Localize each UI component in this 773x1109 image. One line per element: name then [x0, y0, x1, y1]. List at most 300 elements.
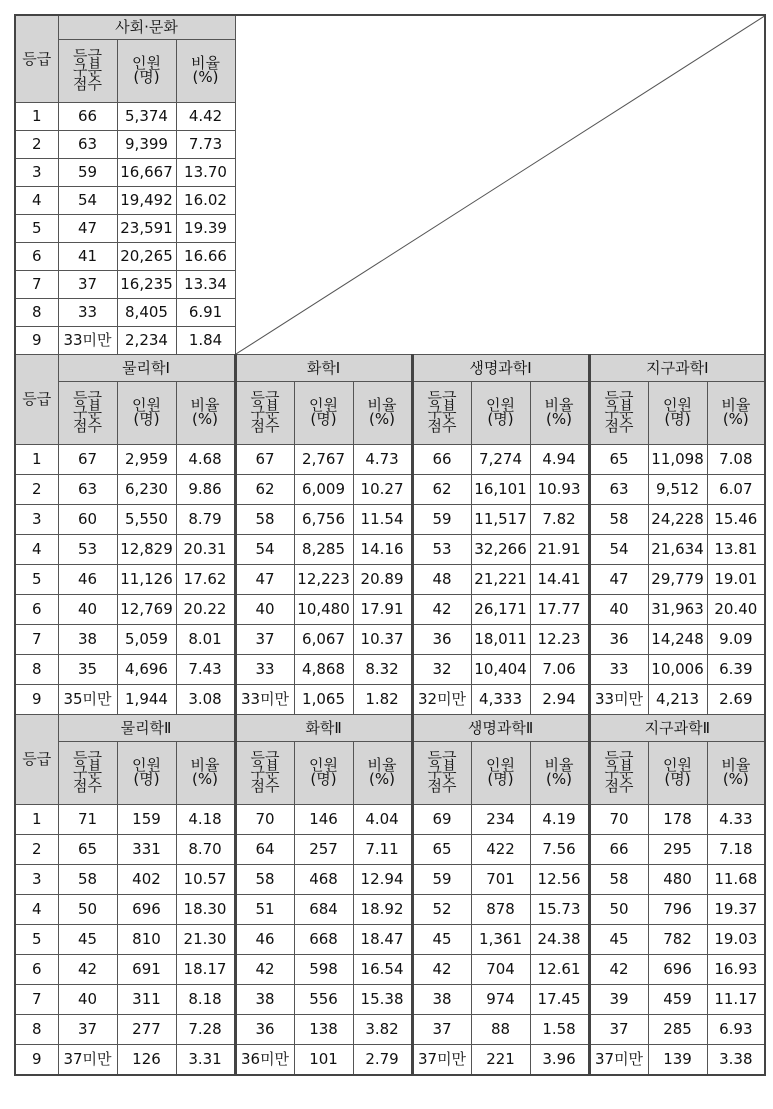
people-cell: 422 [471, 835, 530, 865]
people-cell: 7,274 [471, 445, 530, 475]
grade-cell: 9 [15, 685, 58, 715]
cut-score-header [58, 742, 117, 805]
people-cell: 10,404 [471, 655, 530, 685]
grade-cell: 8 [15, 1015, 58, 1045]
people-cell: 126 [117, 1045, 176, 1076]
people-cell: 20,265 [117, 243, 176, 271]
cut-score-cell: 71 [58, 805, 117, 835]
cut-score-cell: 54 [589, 535, 648, 565]
grade-header: 등급 [15, 15, 58, 103]
table-row [15, 625, 765, 655]
header-stack [604, 388, 634, 435]
people-cell: 6,756 [294, 505, 353, 535]
table-row [15, 655, 765, 685]
grade-cell: 1 [15, 445, 58, 475]
cut-score-cell: 33미만 [235, 685, 294, 715]
cut-score-cell: 59 [58, 159, 117, 187]
header-line: 등급 [604, 748, 634, 767]
people-cell: 11,126 [117, 565, 176, 595]
header-line: 등급 [427, 748, 457, 767]
ratio-cell: 7.56 [530, 835, 589, 865]
cut-score-cell: 36 [412, 625, 471, 655]
cut-score-cell: 37 [58, 271, 117, 299]
ratio-cell: 18.17 [176, 955, 235, 985]
ratio-cell: 13.81 [707, 535, 765, 565]
header-stack [250, 748, 280, 795]
table-row [15, 565, 765, 595]
people-cell: 221 [471, 1045, 530, 1076]
table-row [15, 1015, 765, 1045]
grade-cell: 2 [15, 131, 58, 159]
cut-score-cell: 58 [589, 505, 648, 535]
people-cell: 21,634 [648, 535, 707, 565]
header-line: 비율 [191, 53, 220, 72]
header-line: 비율 [367, 755, 397, 774]
ratio-header [176, 40, 235, 103]
ratio-cell: 20.22 [176, 595, 235, 625]
ratio-cell: 8.79 [176, 505, 235, 535]
people-cell: 1,944 [117, 685, 176, 715]
people-cell: 12,223 [294, 565, 353, 595]
subject-header: 화학Ⅱ [235, 715, 412, 742]
people-cell: 16,101 [471, 475, 530, 505]
people-cell: 2,234 [117, 327, 176, 355]
people-cell: 468 [294, 865, 353, 895]
ratio-cell: 7.08 [707, 445, 765, 475]
header-stack [721, 395, 751, 428]
ratio-cell: 9.09 [707, 625, 765, 655]
header-line: 점수 [427, 416, 457, 435]
people-cell: 9,512 [648, 475, 707, 505]
people-cell: 402 [117, 865, 176, 895]
cut-score-cell: 37 [235, 625, 294, 655]
ratio-cell: 10.93 [530, 475, 589, 505]
cut-score-cell: 59 [412, 865, 471, 895]
header-stack [250, 388, 280, 435]
header-line: 점수 [604, 776, 634, 795]
ratio-header [530, 382, 589, 445]
ratio-cell: 4.68 [176, 445, 235, 475]
people-header [294, 382, 353, 445]
table-row [15, 1045, 765, 1076]
people-cell: 178 [648, 805, 707, 835]
header-line: (명) [664, 769, 691, 788]
people-cell: 11,517 [471, 505, 530, 535]
science2-header-row [15, 742, 765, 805]
table-row [15, 445, 765, 475]
ratio-cell: 3.38 [707, 1045, 765, 1076]
header-stack [367, 755, 397, 788]
grade-cell: 3 [15, 505, 58, 535]
ratio-cell: 16.02 [176, 187, 235, 215]
ratio-cell: 6.91 [176, 299, 235, 327]
science1-title-row [15, 355, 765, 382]
ratio-cell: 20.89 [353, 565, 412, 595]
header-line: (명) [310, 769, 337, 788]
people-cell: 159 [117, 805, 176, 835]
header-line: (%) [722, 769, 749, 788]
header-line: 등급 [250, 748, 280, 767]
grade-header: 등급 [15, 355, 58, 445]
ratio-cell: 7.73 [176, 131, 235, 159]
people-cell: 878 [471, 895, 530, 925]
people-cell: 12,769 [117, 595, 176, 625]
header-stack [486, 755, 516, 788]
header-line: (명) [133, 67, 160, 86]
ratio-header [707, 742, 765, 805]
people-cell: 6,230 [117, 475, 176, 505]
header-stack [663, 395, 693, 428]
ratio-cell: 21.91 [530, 535, 589, 565]
header-line: 인원 [309, 755, 339, 774]
people-cell: 810 [117, 925, 176, 955]
header-stack [544, 395, 574, 428]
ratio-cell: 18.92 [353, 895, 412, 925]
ratio-cell: 17.45 [530, 985, 589, 1015]
ratio-cell: 15.46 [707, 505, 765, 535]
ratio-cell: 16.66 [176, 243, 235, 271]
ratio-cell: 20.40 [707, 595, 765, 625]
people-cell: 480 [648, 865, 707, 895]
header-line: 점수 [250, 416, 280, 435]
people-cell: 24,228 [648, 505, 707, 535]
people-cell: 277 [117, 1015, 176, 1045]
ratio-cell: 7.28 [176, 1015, 235, 1045]
people-cell: 234 [471, 805, 530, 835]
cut-score-cell: 53 [58, 535, 117, 565]
header-line: 점수 [604, 416, 634, 435]
ratio-cell: 6.07 [707, 475, 765, 505]
people-cell: 11,098 [648, 445, 707, 475]
header-stack [73, 388, 102, 435]
ratio-cell: 10.37 [353, 625, 412, 655]
cut-score-cell: 40 [589, 595, 648, 625]
cut-score-cell: 69 [412, 805, 471, 835]
people-cell: 146 [294, 805, 353, 835]
grade-cell: 2 [15, 835, 58, 865]
header-line: 인원 [486, 395, 516, 414]
cut-score-cell: 66 [589, 835, 648, 865]
cut-score-cell: 47 [58, 215, 117, 243]
people-cell: 5,059 [117, 625, 176, 655]
people-cell: 691 [117, 955, 176, 985]
social-title-row [15, 15, 765, 40]
grade-cell: 7 [15, 985, 58, 1015]
header-stack [427, 388, 457, 435]
people-cell: 4,696 [117, 655, 176, 685]
science2-title-row [15, 715, 765, 742]
cut-score-cell: 45 [589, 925, 648, 955]
cut-score-cell: 67 [235, 445, 294, 475]
cut-score-cell: 70 [235, 805, 294, 835]
header-line: 인원 [663, 755, 693, 774]
ratio-cell: 7.43 [176, 655, 235, 685]
grade-cell: 6 [15, 955, 58, 985]
ratio-cell: 13.70 [176, 159, 235, 187]
people-cell: 139 [648, 1045, 707, 1076]
header-stack [721, 755, 751, 788]
cut-score-cell: 36 [235, 1015, 294, 1045]
people-cell: 21,221 [471, 565, 530, 595]
people-header [294, 742, 353, 805]
grade-cell: 9 [15, 327, 58, 355]
header-line: 구분 [604, 762, 634, 781]
subject-header: 물리학Ⅱ [58, 715, 235, 742]
cut-score-cell: 38 [412, 985, 471, 1015]
header-line: 구분 [427, 762, 457, 781]
grade-cell: 5 [15, 925, 58, 955]
cut-score-cell: 67 [58, 445, 117, 475]
cut-score-header [58, 382, 117, 445]
ratio-cell: 6.39 [707, 655, 765, 685]
ratio-header [707, 382, 765, 445]
header-stack [73, 748, 102, 795]
cut-score-cell: 35 [58, 655, 117, 685]
people-header [117, 40, 176, 103]
ratio-cell: 7.82 [530, 505, 589, 535]
people-header [648, 742, 707, 805]
people-cell: 704 [471, 955, 530, 985]
header-stack [190, 395, 220, 428]
header-stack [132, 755, 161, 788]
header-stack [132, 53, 161, 86]
header-line: (%) [546, 409, 572, 428]
header-line: (%) [192, 409, 218, 428]
cut-score-cell: 63 [58, 131, 117, 159]
table-row [15, 595, 765, 625]
ratio-cell: 11.54 [353, 505, 412, 535]
people-cell: 23,591 [117, 215, 176, 243]
cut-score-cell: 33 [58, 299, 117, 327]
grade-cell: 3 [15, 865, 58, 895]
table-row [15, 925, 765, 955]
grade-cell: 5 [15, 215, 58, 243]
header-line: 인원 [486, 755, 516, 774]
header-line: (명) [487, 409, 514, 428]
ratio-cell: 24.38 [530, 925, 589, 955]
ratio-cell: 8.70 [176, 835, 235, 865]
cut-score-cell: 42 [235, 955, 294, 985]
people-cell: 285 [648, 1015, 707, 1045]
grade-cell: 4 [15, 895, 58, 925]
cut-score-cell: 36 [589, 625, 648, 655]
people-cell: 14,248 [648, 625, 707, 655]
cut-score-cell: 33 [235, 655, 294, 685]
people-cell: 668 [294, 925, 353, 955]
cut-score-cell: 40 [235, 595, 294, 625]
people-cell: 459 [648, 985, 707, 1015]
header-line: 구분 [604, 402, 634, 421]
header-line: 인원 [132, 755, 161, 774]
grade-cell: 2 [15, 475, 58, 505]
people-cell: 26,171 [471, 595, 530, 625]
header-stack [663, 755, 693, 788]
ratio-cell: 19.37 [707, 895, 765, 925]
subject-header: 화학Ⅰ [235, 355, 412, 382]
people-header [471, 742, 530, 805]
cut-score-cell: 37 [589, 1015, 648, 1045]
cut-score-cell: 35미만 [58, 685, 117, 715]
ratio-cell: 10.27 [353, 475, 412, 505]
ratio-cell: 2.79 [353, 1045, 412, 1076]
header-line: 점수 [73, 416, 102, 435]
ratio-cell: 4.73 [353, 445, 412, 475]
header-line: (명) [133, 769, 160, 788]
cut-score-cell: 65 [589, 445, 648, 475]
cut-score-cell: 40 [58, 595, 117, 625]
table-row [15, 475, 765, 505]
people-cell: 331 [117, 835, 176, 865]
grade-cell: 6 [15, 595, 58, 625]
people-cell: 16,235 [117, 271, 176, 299]
ratio-cell: 1.84 [176, 327, 235, 355]
header-stack [190, 755, 220, 788]
ratio-cell: 12.23 [530, 625, 589, 655]
ratio-cell: 8.32 [353, 655, 412, 685]
ratio-cell: 21.30 [176, 925, 235, 955]
header-line: 점수 [427, 776, 457, 795]
header-line: 비율 [721, 755, 751, 774]
people-cell: 684 [294, 895, 353, 925]
ratio-header [176, 742, 235, 805]
cut-score-cell: 64 [235, 835, 294, 865]
diagonal-line [236, 16, 765, 354]
people-cell: 2,767 [294, 445, 353, 475]
header-line: (%) [722, 409, 749, 428]
header-line: 구분 [427, 402, 457, 421]
subject-header: 생명과학Ⅰ [412, 355, 589, 382]
ratio-cell: 7.06 [530, 655, 589, 685]
header-line: 점수 [73, 74, 102, 93]
header-stack [367, 395, 397, 428]
people-cell: 4,213 [648, 685, 707, 715]
cut-score-cell: 48 [412, 565, 471, 595]
people-cell: 5,374 [117, 103, 176, 131]
cut-score-header [235, 382, 294, 445]
people-cell: 138 [294, 1015, 353, 1045]
header-line: 비율 [367, 395, 397, 414]
ratio-cell: 2.94 [530, 685, 589, 715]
ratio-cell: 12.56 [530, 865, 589, 895]
ratio-cell: 4.18 [176, 805, 235, 835]
cut-score-cell: 62 [235, 475, 294, 505]
people-cell: 9,399 [117, 131, 176, 159]
cut-score-cell: 65 [412, 835, 471, 865]
header-line: 등급 [73, 748, 102, 767]
cut-score-cell: 40 [58, 985, 117, 1015]
table-row [15, 985, 765, 1015]
people-cell: 696 [648, 955, 707, 985]
header-line: 점수 [250, 776, 280, 795]
table-row [15, 805, 765, 835]
cut-score-cell: 33 [589, 655, 648, 685]
cut-score-header [589, 742, 648, 805]
header-line: 등급 [73, 388, 102, 407]
ratio-cell: 3.31 [176, 1045, 235, 1076]
subject-header: 생명과학Ⅱ [412, 715, 589, 742]
people-cell: 4,868 [294, 655, 353, 685]
grade-cell: 7 [15, 625, 58, 655]
people-cell: 19,492 [117, 187, 176, 215]
cut-score-cell: 63 [589, 475, 648, 505]
cut-score-cell: 65 [58, 835, 117, 865]
people-header [117, 742, 176, 805]
cut-score-cell: 45 [58, 925, 117, 955]
header-stack [486, 395, 516, 428]
cut-score-cell: 37 [58, 1015, 117, 1045]
people-header [471, 382, 530, 445]
header-stack [132, 395, 161, 428]
people-cell: 4,333 [471, 685, 530, 715]
cut-score-cell: 33미만 [58, 327, 117, 355]
cut-score-cell: 58 [235, 505, 294, 535]
people-cell: 12,829 [117, 535, 176, 565]
people-header [648, 382, 707, 445]
ratio-cell: 12.61 [530, 955, 589, 985]
header-line: 구분 [250, 402, 280, 421]
ratio-cell: 4.33 [707, 805, 765, 835]
cut-score-cell: 66 [412, 445, 471, 475]
people-cell: 2,959 [117, 445, 176, 475]
ratio-cell: 6.93 [707, 1015, 765, 1045]
header-line: 비율 [190, 395, 220, 414]
header-line: 등급 [604, 388, 634, 407]
grade-cell: 5 [15, 565, 58, 595]
ratio-cell: 8.01 [176, 625, 235, 655]
cut-score-cell: 63 [58, 475, 117, 505]
cut-score-cell: 59 [412, 505, 471, 535]
ratio-cell: 3.96 [530, 1045, 589, 1076]
header-line: (명) [310, 409, 337, 428]
ratio-cell: 11.68 [707, 865, 765, 895]
header-stack [604, 748, 634, 795]
cut-score-cell: 41 [58, 243, 117, 271]
header-line: 구분 [73, 762, 102, 781]
header-line: (%) [369, 769, 395, 788]
ratio-cell: 1.82 [353, 685, 412, 715]
people-cell: 311 [117, 985, 176, 1015]
ratio-cell: 2.69 [707, 685, 765, 715]
ratio-cell: 3.82 [353, 1015, 412, 1045]
grade-cell: 3 [15, 159, 58, 187]
people-cell: 598 [294, 955, 353, 985]
header-line: (%) [192, 67, 219, 86]
ratio-cell: 14.41 [530, 565, 589, 595]
science1-header-row [15, 382, 765, 445]
header-line: 구분 [250, 762, 280, 781]
ratio-cell: 4.94 [530, 445, 589, 475]
table-row [15, 955, 765, 985]
ratio-cell: 11.17 [707, 985, 765, 1015]
people-cell: 556 [294, 985, 353, 1015]
header-line: (%) [192, 769, 218, 788]
ratio-cell: 19.01 [707, 565, 765, 595]
grade-cell: 9 [15, 1045, 58, 1076]
ratio-cell: 15.73 [530, 895, 589, 925]
cut-score-cell: 38 [235, 985, 294, 1015]
people-cell: 696 [117, 895, 176, 925]
grade-cut-table [14, 14, 766, 1076]
header-line: 등급 [427, 388, 457, 407]
people-cell: 8,285 [294, 535, 353, 565]
subject-header: 지구과학Ⅱ [589, 715, 765, 742]
cut-score-cell: 54 [58, 187, 117, 215]
cut-score-cell: 58 [235, 865, 294, 895]
ratio-cell: 7.11 [353, 835, 412, 865]
ratio-cell: 9.86 [176, 475, 235, 505]
header-line: (%) [369, 409, 395, 428]
header-line: 비율 [721, 395, 751, 414]
